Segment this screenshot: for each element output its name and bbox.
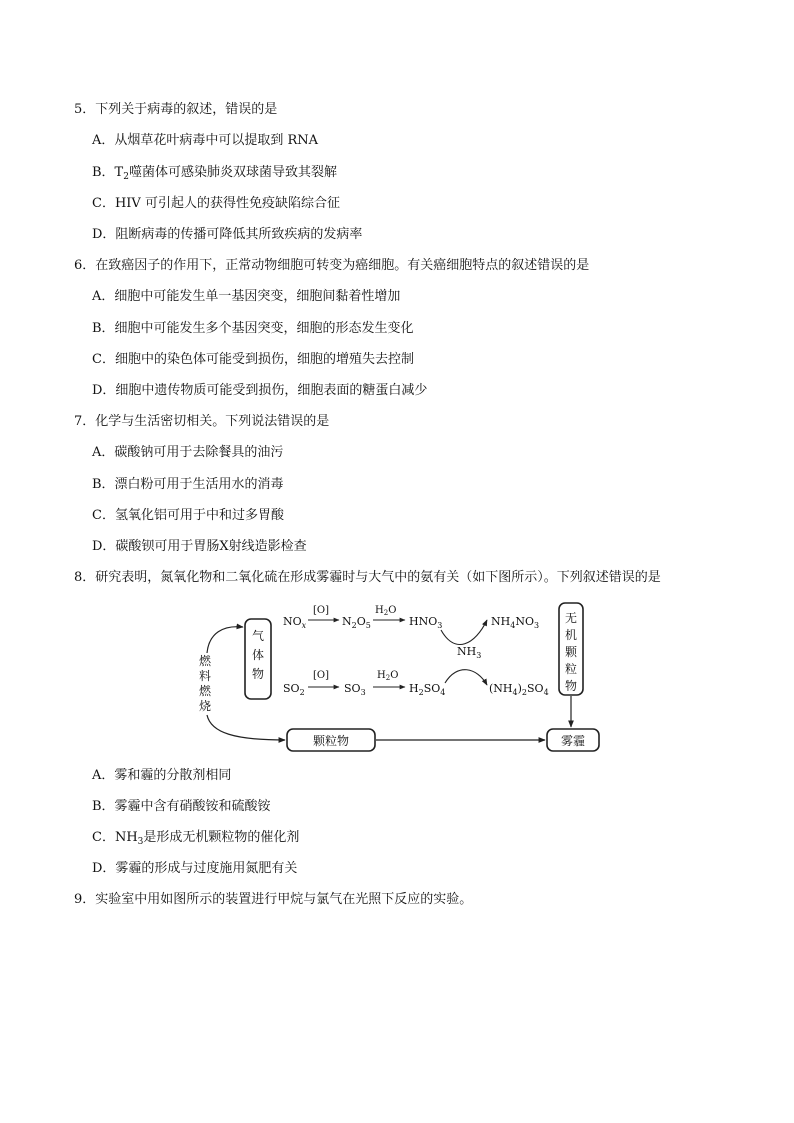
sulfate-curve-arrow <box>445 670 487 685</box>
haze-box <box>547 729 599 751</box>
q5-option-a-text: A．从烟草花叶病毒中可以提取到 RNA <box>92 133 319 148</box>
gas-box <box>245 619 271 699</box>
question-9-stem: 9．实验室中用如图所示的装置进行甲烷与氯气在光照下反应的实验。 <box>74 892 473 907</box>
q8-option-a-text: A．雾和霾的分散剂相同 <box>92 768 232 783</box>
q6-option-b: B．细胞中可能发生多个基因突变，细胞的形态发生变化 <box>92 321 414 336</box>
inorganic-label-5: 物 <box>564 679 578 693</box>
water-label-1: $H_2O$ <box>375 605 397 617</box>
q5-option-a <box>92 132 318 150</box>
q5-option-b-sub: 2 <box>123 172 129 182</box>
q5-option-c <box>92 195 340 213</box>
particles-box <box>287 729 375 751</box>
q5-option-d <box>92 226 362 244</box>
fuel-to-gas-arrow <box>207 627 243 653</box>
fuel-to-particles-arrow <box>207 715 285 740</box>
fuel-char-1: 燃 <box>198 654 212 668</box>
q8-option-c-text-rest: 是形成无机颗粒物的催化剂 <box>143 830 300 845</box>
q8-option-c-text: C．NH <box>92 830 138 845</box>
q5-option-c-text: C．HIV 可引起人的获得性免疫缺陷综合征 <box>92 196 340 211</box>
inorganic-label-3: 颗 <box>564 645 578 659</box>
gas-box-label-3: 物 <box>251 667 265 681</box>
q5-option-b-text: B．T <box>92 165 124 180</box>
water-label-2: $H_2O$ <box>377 670 399 682</box>
inorganic-label-1: 无 <box>564 611 578 625</box>
q5-option-d-text: D．阻断病毒的传播可降低其所致疾病的发病率 <box>92 227 363 242</box>
question-5-stem: 5．下列关于病毒的叙述，错误的是 <box>74 102 278 117</box>
q8-option-a <box>92 767 231 785</box>
question-6-stem: 6．在致癌因子的作用下，正常动物细胞可转变为癌细胞。有关癌细胞特点的叙述错误的是 <box>74 258 590 273</box>
inorganic-label-4: 粒 <box>564 662 578 676</box>
oxygen-label-1: [O] <box>313 605 330 616</box>
haze-formation-diagram <box>195 595 605 758</box>
q5-option-b <box>92 164 337 182</box>
ammonium-sulfate-formula: $(NH_4)_2SO_4$ <box>489 682 549 697</box>
particles-label: 颗粒物 <box>312 734 350 748</box>
ammonia-label: $NH_3$ <box>457 645 482 660</box>
nitrate-curve-arrow <box>441 620 487 644</box>
q6-option-d: D．细胞中遗传物质可能受到损伤，细胞表面的糖蛋白减少 <box>92 383 428 398</box>
nox-formula: $NO_x$ <box>283 615 307 630</box>
inorganic-label-2: 机 <box>564 628 578 642</box>
q8-option-c <box>92 829 299 847</box>
nh4no3-formula: $NH_4NO_3$ <box>491 615 540 630</box>
fuel-char-2: 料 <box>198 669 212 683</box>
h2so4-formula: $H_2SO_4$ <box>409 682 446 697</box>
q7-option-a: A．碳酸钠可用于去除餐具的油污 <box>92 445 284 460</box>
inorganic-particles-box <box>559 603 583 695</box>
gas-box-label-2: 体 <box>251 648 265 662</box>
q7-option-b: B．漂白粉可用于生活用水的消毒 <box>92 477 284 492</box>
q7-option-d: D．碳酸钡可用于胃肠X射线造影检查 <box>92 539 307 554</box>
question-8-stem: 8．研究表明，氮氧化物和二氧化硫在形成雾霾时与大气中的氨有关（如下图所示）。下列叙述错误的是 <box>74 570 661 585</box>
n2o5-formula: $N_2O_5$ <box>342 615 371 630</box>
so3-formula: $SO_3$ <box>344 682 366 697</box>
q8-option-d-text: D．雾霾的形成与过度施用氮肥有关 <box>92 861 298 876</box>
q5-option-b-text-rest: 噬菌体可感染肺炎双球菌导致其裂解 <box>128 165 337 180</box>
q8-option-c-sub: 3 <box>137 837 144 847</box>
q6-option-c: C．细胞中的染色体可能受到损伤，细胞的增殖失去控制 <box>92 352 414 367</box>
so2-formula: $SO_2$ <box>283 682 305 697</box>
fuel-char-3: 燃 <box>198 684 212 698</box>
hno3-formula: $HNO_3$ <box>409 615 443 630</box>
q7-option-c: C．氢氧化铝可用于中和过多胃酸 <box>92 508 284 523</box>
fuel-combustion-label <box>199 653 212 713</box>
q8-option-b <box>92 798 271 816</box>
oxygen-label-2: [O] <box>313 670 330 681</box>
gas-box-label-1: 气 <box>251 629 265 643</box>
q8-option-b-text: B．雾霾中含有硝酸铵和硫酸铵 <box>92 799 271 814</box>
fuel-char-4: 烧 <box>198 699 212 713</box>
question-7-stem: 7．化学与生活密切相关。下列说法错误的是 <box>74 414 330 429</box>
haze-label: 雾霾 <box>560 734 586 748</box>
q6-option-a: A．细胞中可能发生单一基因突变，细胞间黏着性增加 <box>92 289 401 304</box>
q8-option-d <box>92 860 297 878</box>
